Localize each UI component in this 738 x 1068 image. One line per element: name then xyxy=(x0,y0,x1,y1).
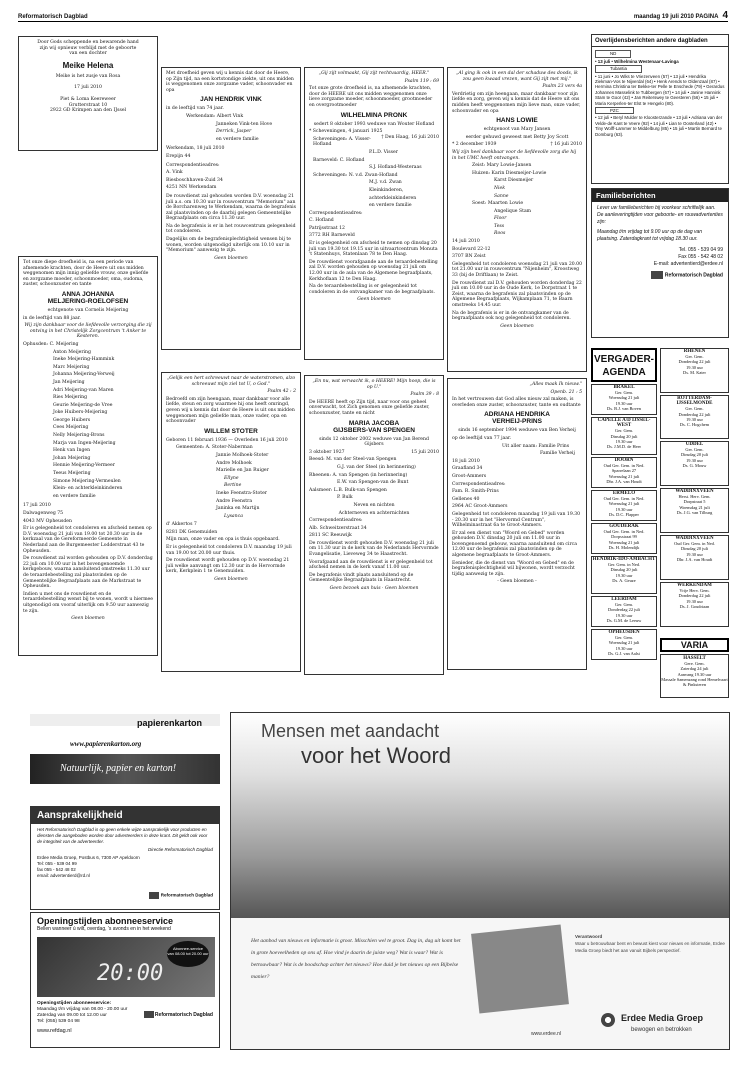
agenda-item: BRAKEL Ger. Gem. Woensdag 21 juli 19.30 uur Ds. B.J. van Boven xyxy=(591,384,657,415)
obituary-meijering: Tot onze diepe droefheid is, na een periode van afnemende krachten, door de Heere uit ons midden weggenomen mijn innig geliefde vrouw, onze geliefde en zorgzame moeder, schoonmoeder, oma, oudoma, zuster, schoonzuster en tante ANNA JOHANNA MELJERING-ROELOFSEN echtgenote van Cornelis Meijering in de leeftijd van 88 jaar. Wij zijn dankbaar voor de liefdevolle verzorging die zij ontving in het Christelijk Zorgcentrum 't Anker te Kesteren. Ophusden: C. Meijering Anton Meijering Ineke Meijering-Hammink Marc Meijering Johanna Meijering-Verweij Jan Meijering Adri Meijering-van Maren Ries Meijering Geurie Meijering-de Vree Joke Huibers-Meijering George Huibers Cees Meijering Nelly Meijering-Brons Marja van Ingen-Meijering Henk van Ingen Johan Meijering Hennie Meijering-Vermeer Teeus Meijering Simone Meijering-Vermeulen Klein- en achterkleinkinderen en verdere familie 17 juli 2010 Dalwagenweg 75 4043 MV Opheusden Er is gelegenheid tot condoleren en afscheid nemen op D.V. woensdag 21 juli van 19.00 tot 20.30 uur in de kerkzaal van de Gereformeerde Gemeente in Nederland aan de Burgemeester Lodderstraat 43 te Opheusden. De rouwdienst zal worden gehouden op D.V. donderdag 22 juli om 10.00 uur in het bovengenoemde kerkgebouw, waarna aansluitend omstreeks 11.30 uur de teraardebestelling zal plaatsvinden op de Gemeentelijke Begraafplaats aan de Markstraat te Opheusden. Indien u met ons de rouwdienst en de teraardebestelling wenst bij te wonen, wordt u hiermee uitgenodigd om vooraf uiterlijk om 9.50 uur aanwezig te zijn. Geen bloemen xyxy=(18,256,158,656)
varia-title: VARIA xyxy=(660,638,729,652)
erdee-link[interactable]: www.erdee.nl xyxy=(531,1031,562,1037)
birth-notice: Door Gods scheppende en bewarende hand zijn wij opnieuw verblijd met de geboorte van een dochter Meike Helena Meike is het zusje van Rosa 17 juli 2010 Piet & Loma Keereweer Grutterstraat 10 2922 GD Krimpen aan den IJssel xyxy=(18,36,158,151)
email-link[interactable]: E-mail: advertentierd@erdee.nl xyxy=(653,261,723,267)
ad-headline-2: voor het Woord xyxy=(301,743,452,768)
agenda-item: ERMELO Oud Ger. Gem. in Ned. Woensdag 21 juli 19.30 uur Ds. D.C. Flapper xyxy=(591,490,657,521)
erdee-media-ad[interactable]: Mensen met aandacht voor het Woord Het aanbod van nieuws en informatie is groot. Misschien wel te groot. Dag in, dag uit komt het in grote hoeveelheden op ons af. Hoe vind je daarin de juiste weg? Wat is waar? Wat is betrouwbaar? Wat is de boodschap achter het nieuws? Hoe duid je het nieuws op een Bijbelse manier? Verantwoord Waar u betrouwbaar bent en bewust kiest voor nieuws en informatie, Erdee Media Groep biedt het aan vanuit Bijbels perspectief. www.erdee.nl Erdee Media Groep bewogen en betrokken xyxy=(230,712,730,1050)
page-date: maandag 19 juli 2010 PAGINA 4 xyxy=(633,10,728,21)
agenda-item: CAPELLE A/D IJSSEL-WEST Ger. Gem. Dinsdag 20 juli 19.30 uur Ds. J.M.D. de Heer xyxy=(591,417,657,455)
erdee-logo-icon xyxy=(601,1013,615,1027)
agenda-item: OPHEUSDEN Ger. Gem. Woensdag 21 juli 19.30 uur Ds. G.J. van Aalst xyxy=(591,629,657,660)
refdag-link[interactable]: www.refdag.nl xyxy=(37,1028,72,1034)
agenda-item: WADDINXVEEN Oud Ger. Gem. in Ned. Dinsdag 20 juli 19.30 uur Dhr. J.A. van Houdt xyxy=(660,535,729,580)
newspapers-photo xyxy=(471,925,569,1014)
papier-karton-ad[interactable]: papierenkarton www.papierenkarton.org Natuurlijk, papier en karton! xyxy=(30,714,220,788)
obituary-verheij: „Alles maak Ik nieuw." Openb. 21 : 5 In het vertrouwen dat God alles nieuw zal maken, is overleden onze zuster, schoonzuster, tante en oudtante ADRIANA HENDRIKA VERHEIJ-PRINS sinds 16 september 1994 weduwe van Ben Verheij op de leeftijd van 77 jaar. Uit aller naam: Familie Prins Familie Verheij 18 juli 2010 Graafland 34 Groot-Ammers Correspondentieadres: Fam. R. Smith-Prins Gellenes 40 2964 AC Groot-Ammers Gelegenheid tot condoleren maandag 19 juli van 19.30 - 20.30 uur in het "Hervormd Centrum", Wilhelminastraat 6a te Groot-Ammers. Er zal een dienst van "Woord en Gebed" worden gehouden D.V. dinsdag 20 juli om 11.00 uur in bovengenoemd gebouw, waarna aansluitend om circa 12.00 uur de begrafenis zal plaatsvinden op de algemene begraafplaats te Groot-Ammers. Eenieder, die de dienst van "Woord en Gebed" en de begrafenisplechtigheid wil bijwonen, wordt verzocht tijdig aanwezig te zijn. - Geen bloemen - xyxy=(447,378,587,670)
baby-name: Meike Helena xyxy=(62,60,114,70)
agenda-item: WERKENDAM Vrije Herv. Gem. Donderdag 22 juli 19.30 uur Ds. J. Goudriaan xyxy=(660,582,729,627)
other-deaths-title: Overlijdensberichten andere dagbladen xyxy=(592,37,728,47)
agenda-title: VERGADER-AGENDA xyxy=(591,348,657,382)
service-badge: Abonnee-service van 08.00 tot 20.00 uur xyxy=(167,941,209,967)
agenda-item: WADDINXVEEN Herst. Herv. Gem. Dorpstraat 5 Woensdag 21 juli Ds. J.G. van Tilburg xyxy=(660,488,729,533)
other-newspapers-deaths: Overlijdensberichten andere dagbladen ND • 13 juli • Wilhelmina Westenaar-Lavinga Tubantia • 11 juni • Jo Wiks te Vriezenveen (57) • 13 juli • Hendrika Ziekman-Vos te Nijverdal (64) • Henk Arends te Oldenzaal (87) • Hermina Christina ter Bekke-ter Pelle te Enschede (79) • Gerardus Johannes Masselink te Tubbergen (67) • 14 juli • Janine Hannink Stam te Goor (42) • Jan Reiterswey te Geesteren (56) • 15 juli • Maria Kerperlen-ter Elst te Hengelo (80). PZC • 12 juli • Beryl Mulder te Kloosterzande • 13 juli • Adriana van der Velde-de Kant te Veere (92) • 14 juli • Lian te Oosterland (42) • Tiny Wolff-Lammer te Middelburg (85) • 15 juli • Martin Bernard te Domburg (63). xyxy=(591,34,729,184)
rd-logo-icon xyxy=(149,892,159,899)
paper-name: Reformatorisch Dagblad xyxy=(18,14,88,20)
rd-logo-icon xyxy=(144,1011,154,1018)
agenda-right-column xyxy=(660,348,729,629)
varia-item: HASSELT Gere. Gem. Zaterdag 24 juli Aanvang 19.30 uur Massale Samenzang rond Hemelvaart & Pinksteren xyxy=(660,654,729,698)
obituary-lowie: „Al ging ik ook in een dal der schaduw des doods, ik zou geen kwaad vrezen, want Gij zijt met mij." Psalm 23 vers 4a Verdrietig om zijn heengaan, maar dankbaar voor zijn liefde en zorg, geven wij u kennis dat de Heere uit ons midden heeft weggenomen mijn lieve man, onze vader, schoonvader en opa HANS LOWIE echtgenoot van Mary Jansen eerder gehuwd geweest met Betty Joy Scott * 2 december 1939 † 16 juli 2010 Wij zijn heel dankbaar voor de liefdevolle zorg die hij in het UMC heeft ontvangen. Zeist: Mary Lowie-Jansen Huizen: Karin Diesmeijer-Lowie Karst Diesmeijer Niek Sanne Soest: Maarten Lowie Angelique Stam Floor Tess Roos 14 juli 2010 Boulevard 22-12 3707 BN Zeist Gelegenheid tot condoleren woensdag 21 juli van 20.00 tot 21.00 uur in rouwcentrum "Nijenheim", Kroostweg 33 (bij de Driftlaan) te Zeist. De rouwdienst zal D.V. gehouden worden donderdag 22 juli om 10.00 uur in de Oude Kerk, 1e Dorpstraat 1 te Zeist, waarna de begrafenis zal plaatsvinden op de Algemene Begraafplaats, Wijkamplaan 71, te Baarn omstreeks 14.45 uur. Na de begrafenis is er in de ontvangkamer van de begraafplaats ook nog gelegenheid tot condoleren. Geen bloemen xyxy=(447,67,587,372)
agenda-left-column xyxy=(591,384,657,662)
agenda-item: LEERDAM Ger. Gem. Donderdag 22 juli 19.30 uur Ds. G.M. de Leeuw xyxy=(591,596,657,627)
papier-url: www.papierenkarton.org xyxy=(70,740,142,748)
liability-notice: Aansprakelijkheid Het Reformatorisch Dagblad is op geen enkele wijze aansprakelijk voor producten en diensten die aangeboden worden door adverteerders in deze krant. Dit geldt ook voor de integriteit van de adverteerder. Directie Reformatorisch Dagblad Erdee Media Groep, Postbus 6, 7300 AP Apeldoorn Tel: 055 - 539 04 99 fax 055 - 542 48 02 email: advertentierd@rd.nl Reformatorisch Dagblad xyxy=(30,806,220,910)
obituary-pronk: „Gij zijt volmaakt, Gij zijt rechtvaardig, HEER." Psalm 119 : 69 Tot onze grote droefheid is, na afnemende krachten, door de HEERE uit ons midden weggenomen onze lieve zorgzame moeder, schoonmoeder, grootmoeder en overgrootmoeder WILHELMINA PRONK sedert 8 oktober 1993 weduwe van Wouter Hofland * Scheveningen, 4 januari 1925 † Den Haag, 16 juli 2010 Scheveningen: A. Visser-Hofland P.L.D. Visser Barneveld: C. Hofland S.J. Hofland-Westeraas Scheveningen: N. v.d. Zwan-Hofland M.J. v.d. Zwan Kleinkinderen, achterkleinkinderen en verdere familie Correspondentieadres: C. Hofland Patrijsstraat 12 3772 RH Barneveld Er is gelegenheid om afscheid te nemen op dinsdag 20 juli van 19.30 tot 19.15 uur in uitvaartcentrum Monuta 't Statenhuys, Statenlaan 78 te Den Haag. De rouwdienst voorafgaande aan de teraardebestelling zal D.V. worden gehouden op woensdag 21 juli om 12.00 uur in de aula van de Algemene begraafplaats, Kerkhoflaan 12 te Den Haag. Na de teraardebestelling is er gelegenheid tot condoleren in de ontvangkamer van de begraafplaats. Geen bloemen xyxy=(304,67,444,360)
agenda-item: DOORN Oud Ger. Gem. in Ned. Sparrelaan 27 Woensdag 21 juli Dhr. J.A. van Houdt xyxy=(591,457,657,488)
agenda-item: GOUDERAK Oud Ger. Gem. in Ned. Dorpsstraat 99 Woensdag 21 juli Ds. H. Molendijk xyxy=(591,523,657,554)
family-notices-title: Familieberichten xyxy=(592,189,728,202)
subscriber-service-ad[interactable]: Openingstijden abonneeservice Bellen wanneer ú wilt, overdag, 's avonds en in het weekend Abonnee-service van 08.00 tot 20.00 uur 20:00 Openingstijden abonneeservice: Maandag t/m vrijdag van 08.00 - 20.00 uur Zaterdag van 09.00 tot 12.00 uur Tel: (055) 539 04 98 www.refdag.nl Reformatorisch Dagblad xyxy=(30,912,220,1048)
obituary-stoter: „Gelijk een hert schreeuwt naar de waterstromen, alzo schreeuwt mijn ziel tot U, o God." Psalm 42 : 2 Bedroefd om zijn heengaan, maar dankbaar voor alle liefde, steun en zorg waarmee hij ons heeft omringd, geven wij u kennis dat door de Heere is uit ons midden weggenomen mijn geliefde man, onze vader, opa en schoonvader WILLEM STOTER Geboren 11 februari 1936 — Overleden 16 juli 2010 Gemeenten: A. Stoter-Naberman Jannie Molhoek-Stoter Andre Molhoek Marielle en Jan Ruiger Ellyne Bertine Ineke Feenstra-Stoter Andre Feenstra Janinka en Martijn Lysanca d' Akkertos 7 8281 DK Genemuiden Mijn man, onze vader en opa is thuis opgebaard. Er is gelegenheid tot condoleren D.V. maandag 19 juli van 19.00 tot 20.00 uur thuis. De rouwdienst wordt gehouden op D.V. woensdag 21 juli welke aanvangt om 12.30 uur in de Hervormde kerk, Kerkplein 1 te Genemuiden. Geen bloemen xyxy=(161,372,301,672)
clock-display: 20:00 xyxy=(97,961,164,986)
agenda-item: UDDEL Ger. Gem. Dinsdag 20 juli 19.30 uur Ds. G. Mouw xyxy=(660,441,729,486)
page-number: 4 xyxy=(722,10,728,21)
family-notices-info: Familieberichten Lever uw familieberichten bij voorkeur schriftelijk aan. De aanleveringtijden voor geboorte- en rouwadvertenties zijn: Maandag t/m vrijdag tot 9.00 uur op de dag van plaatsing. Zaterdagkrant tot vrijdag 18.30 uur. Tel. 055 - 539 04 99 Fax 055 - 542 48 02 E-mail: advertentierd@erdee.nl Reformatorisch Dagblad xyxy=(591,188,729,338)
rd-logo-icon xyxy=(651,271,663,279)
agenda-item: RHENEN Ger. Gem. Donderdag 22 juli 19.30 uur Ds. M. Kater xyxy=(660,348,729,393)
obituary-vink: Met droefheid geven wij u kennis dat door de Heere, op Zijn tijd, na een kortstondige ziekte, uit ons midden is weggenomen onze zorgzame vader, schoonvader en opa JAN HENDRIK VINK in de leeftijd van 74 jaar. Werkendam: Albert Vink Janneken Vink-ten Hove Derrick, Jasper en verdere familie Werkendam, 18 juli 2010 Erepijn 44 Correspondentieadres: A. Vink Biesboschhaven-Zuid 34 4251 NN Werkendam De rouwdienst zal gehouden worden D.V. woensdag 21 juli a.s. om 10.30 uur in rouwcentrum "Memorium" aan de Borcharenweg te Werkendam, waarna de begrafenis zal plaatsvinden op de daarbij gelegen Gemeentelijke Begraafplaats om circa 11.30 uur. Na de begrafenis is er in het rouwcentrum gelegenheid tot condoleren. Dagelijks om de begrafenisplechtigheid wensen bij te wonen, worden uitgenodigd uiterlijk om 10.10 uur in "Memorium" aanwezig te zijn. Geen bloemen xyxy=(161,67,301,350)
agenda-item: HENDRIK-IDO-AMBACHT Ger. Gem. in Ned. Dinsdag 20 juli 19.30 uur Ds. A. Geuze xyxy=(591,556,657,594)
agenda-item: ROTTERDAM-IJSSELMONDE Ger. Gem. Donderdag 22 juli 19.30 uur Ds. C. Hogchem xyxy=(660,395,729,439)
ad-headline-1: Mensen met aandacht xyxy=(261,721,440,741)
papier-slogan: Natuurlijk, papier en karton! xyxy=(30,754,220,784)
page-header xyxy=(18,8,728,22)
obituary-gijsbers: „En nu, wat verwacht ik, o HEERE! Mijn hoop, die is op U." Psalm 39 : 8 De HEERE heeft op Zijn tijd, naar voor ons geheel onverwacht, tot Zich genomen onze geliefde zuster, schoonzuster, tante en nicht MARIA JACOBA GIJSBERS-VAN SPENGEN sinds 12 oktober 2002 weduwe van Jan Berend Gijsbers 3 oktober 1927 15 juli 2010 Beesd: M. van der Steel-van Spengen G.J. van der Steel (in herinnering) Rheenen: A. van Spengen (in herinnering) E.W. van Spengen-van de Bunt Aalsmeer: L.B. Bulk-van Spengen P. Bulk Neven en nichten Achterneven en achternichten Correspondentieadres: Alb. Schweitzerstraat 34 2811 SC Reeuwijk De rouwdienst wordt gehouden D.V. woensdag 21 juli om 11.30 uur in de kerk van de Nederlands Hervormde Evangelisatie, Lieveweg 34 te Haastrecht. Voorafgaand aan de rouwdienst is er gelegenheid tot afscheid nemen in de kerk vanaf 11.00 uur. De begrafenis vindt plaats aansluitend op de Gemeentelijke Begraafplaats in Haastrecht. Geen bezoek aan huis · Geen bloemen xyxy=(304,375,444,675)
